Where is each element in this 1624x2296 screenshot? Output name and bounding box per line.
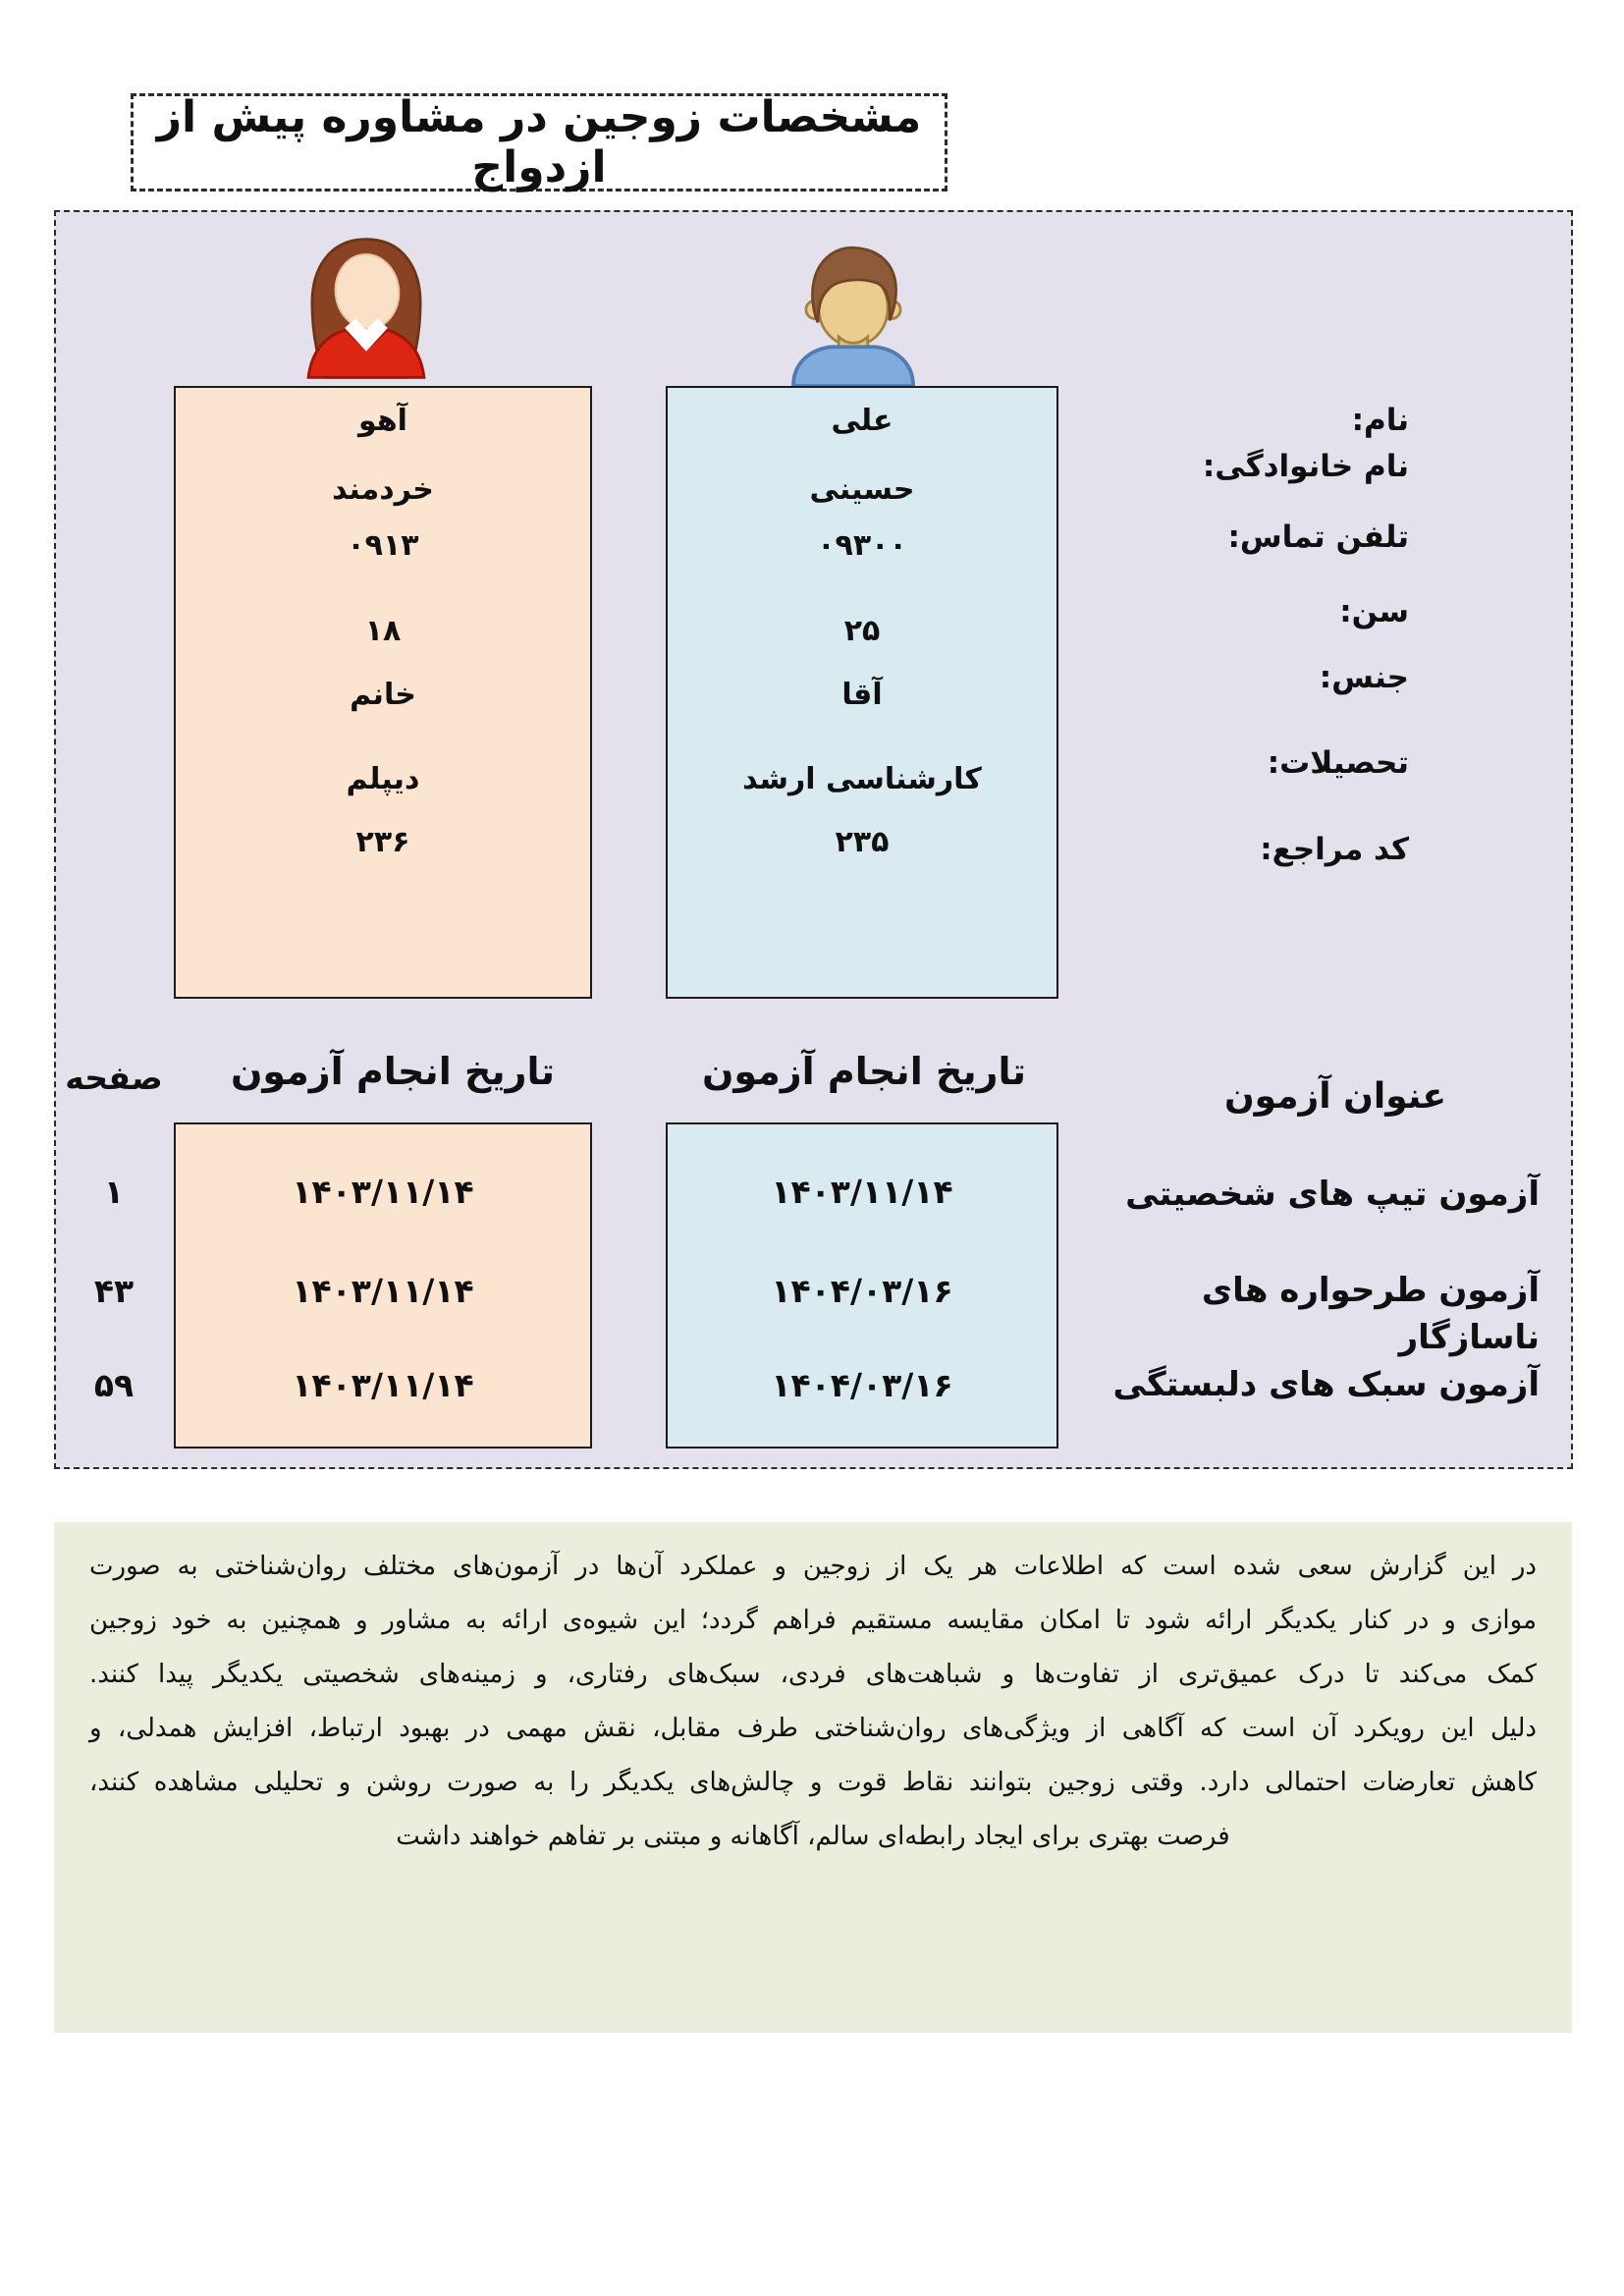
page-number: ۱ — [103, 1172, 125, 1211]
man-avatar-icon — [781, 241, 926, 386]
page-number: ۵۹ — [93, 1365, 135, 1404]
man-test-date: ۱۴۰۳/۱۱/۱۴ — [771, 1172, 953, 1211]
woman-test-date: ۱۴۰۳/۱۱/۱۴ — [292, 1172, 474, 1211]
man-gender-value: آقا — [841, 677, 883, 712]
woman-family-value: خردمند — [332, 471, 434, 507]
report-title: مشخصات زوجین در مشاوره پیش از ازدواج — [156, 92, 922, 192]
summary-note-line: در این گزارش سعی شده است که اطلاعات هر یک از زوجین و عملکرد آن‌ها در آزمون‌های مختلف روان‌شناختی به صورت — [89, 1552, 1537, 1581]
summary-note-line: فرصت بهتری برای ایجاد رابطه‌ای سالم، آگاهانه و مبتنی بر تفاهم خواهند داشت — [396, 1822, 1230, 1851]
test-title: آزمون تیپ های شخصیتی — [1125, 1175, 1540, 1214]
woman-code-value: ۲۳۶ — [355, 824, 410, 859]
woman-test-date: ۱۴۰۳/۱۱/۱۴ — [292, 1365, 474, 1404]
page-number: ۴۳ — [93, 1271, 135, 1310]
man-test-date: ۱۴۰۴/۰۳/۱۶ — [771, 1271, 953, 1310]
label-code: کد مراجع: — [1260, 832, 1409, 867]
tests-header-page: صفحه — [65, 1058, 163, 1097]
tests-header-title: عنوان آزمون — [1223, 1075, 1447, 1117]
man-test-date: ۱۴۰۴/۰۳/۱۶ — [771, 1365, 953, 1404]
woman-test-date: ۱۴۰۳/۱۱/۱۴ — [292, 1271, 474, 1310]
label-name: نام: — [1351, 403, 1409, 438]
test-title: آزمون طرحواره های ناسازگار — [1201, 1271, 1540, 1357]
woman-age-value: ۱۸ — [364, 613, 402, 648]
summary-note-line: کاهش تعارضات احتمالی دارد. وقتی زوجین بتوانند نقاط قوت و چالش‌های یکدیگر را به صورت روشن و تحلیلی مشاهده کنند، — [89, 1768, 1537, 1797]
man-phone-value: ۰۹۳۰۰ — [817, 527, 907, 563]
man-family-value: حسینی — [809, 471, 915, 507]
woman-phone-value: ۰۹۱۳ — [347, 527, 419, 563]
label-phone: تلفن تماس: — [1227, 519, 1409, 555]
woman-gender-value: خانم — [350, 677, 416, 712]
label-family: نام خانوادگی: — [1202, 449, 1409, 484]
summary-note-line: دلیل این رویکرد آن است که آگاهی از ویژگی‌های روان‌شناختی طرف مقابل، نقش مهمی در بهبود ارتباط، افزایش همدلی، و — [89, 1714, 1537, 1743]
summary-note-line: کمک می‌کند تا درک عمیق‌تری از تفاوت‌ها و شباهت‌های فردی، سبک‌های رفتاری، و زمینه‌های شخصیتی یکدیگر پیدا کنند. — [89, 1660, 1537, 1689]
tests-header-date-man: تاریخ انجام آزمون — [702, 1050, 1027, 1093]
label-age: سن: — [1339, 594, 1409, 629]
man-name-value: علی — [831, 403, 893, 438]
man-education-value: کارشناسی ارشد — [742, 761, 982, 796]
report-title-box — [131, 93, 947, 191]
man-code-value: ۲۳۵ — [835, 824, 890, 859]
summary-note — [54, 1522, 1572, 2033]
woman-avatar-icon — [292, 231, 441, 386]
woman-education-value: دیپلم — [346, 761, 420, 796]
label-gender: جنس: — [1319, 660, 1409, 695]
man-age-value: ۲۵ — [843, 613, 881, 648]
test-title: آزمون سبک های دلبستگی — [1112, 1365, 1540, 1404]
label-education: تحصیلات: — [1267, 745, 1409, 781]
tests-header-date-woman: تاریخ انجام آزمون — [231, 1050, 556, 1093]
woman-name-value: آهو — [358, 403, 407, 438]
summary-note-line: موازی و در کنار یکدیگر ارائه شود تا امکان مقایسه مستقیم فراهم گردد؛ این شیوه‌ی ارائه به مشاور و همچنین به خود زوجین — [89, 1606, 1537, 1635]
